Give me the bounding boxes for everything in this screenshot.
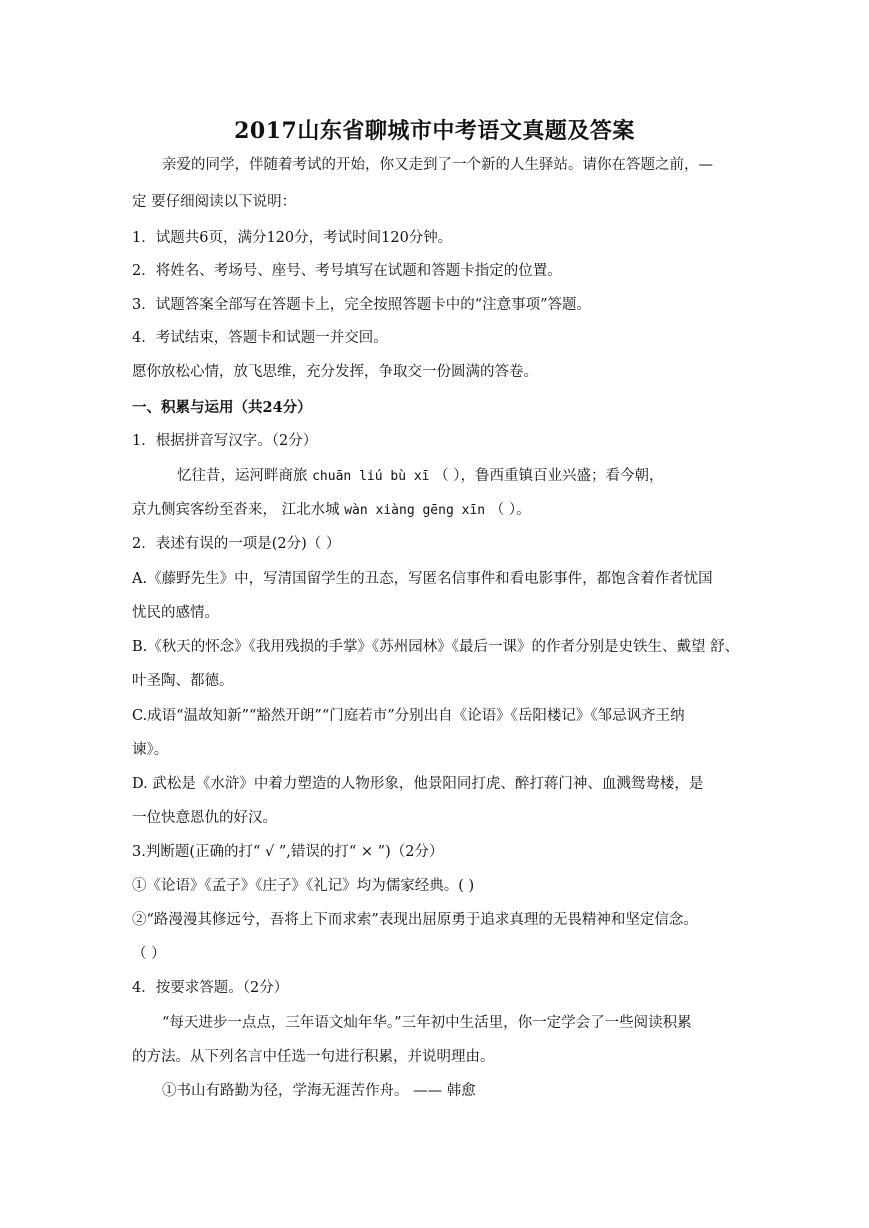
q2-option-b: B.《秋天的怀念》《我用残损的手掌》《苏州园林》《最后一课》的作者分别是史铁生、戴望 舒、 [132,639,740,655]
q2-option-c: C.成语“温故知新”“豁然开朗”“门庭若市”分别出自《论语》《岳阳楼记》《邹忌讽齐王纳 [132,708,685,724]
instruction-item: 4．考试结束，答题卡和试题一并交回。 [132,330,388,346]
intro-line-1: 亲爱的同学，伴随着考试的开始，你又走到了一个新的人生驿站。请你在答题之前，— [162,157,713,173]
q3-item-2-blank: （ ） [132,946,166,962]
q1-text-a: 忆往昔，运河畔商旅 [177,468,308,484]
q2-option-c-cont: 谏》。 [132,742,169,758]
q1-pinyin-1: chuān liú bù xī [312,469,430,484]
q2-option-a: A.《藤野先生》中，写清国留学生的丑态，写匿名信事件和看电影事件，都饱含着作者忧国 [132,571,713,587]
q2-option-d: D. 武松是《水浒》中着力塑造的人物形象，他景阳同打虎、醉打蒋门神、血溅鸳鸯楼，是 [132,776,704,792]
q1-text-d: （ ）。 [489,502,531,518]
q1-text-b: （ ），鲁西重镇百业兴盛；看今朝， [434,468,664,484]
q4-paragraph-2: 的方法。从下列名言中任选一句进行积累，并说明理由。 [132,1049,495,1065]
q1-text-c: 京九侧宾客纷至沓来， 江北水城 [132,502,340,518]
q2-option-a-cont: 忧民的感情。 [132,605,219,621]
instruction-item: 3．试题答案全部写在答题卡上，完全按照答题卡中的“注意事项”答题。 [132,297,592,313]
wish-line: 愿你放松心情，放飞思维，充分发挥，争取交一份圆满的答卷。 [132,364,538,380]
q3-item-1: ①《论语》《孟子》《庄子》《礼记》均为儒家经典。( ) [132,878,475,894]
q2-option-d-cont: 一位快意恩仇的好汉。 [132,810,277,826]
page-title: 2017山东省聊城市中考语文真题及答案 [234,118,635,144]
q3-stem: 3.判断题(正确的打“ √ ”,错误的打“ × ”)（2分） [132,844,444,860]
q4-stem: 4．按要求答题。（2分） [132,980,289,996]
q2-option-b-cont: 叶圣陶、都德。 [132,673,234,689]
q1-stem: 1．根据拼音写汉字。（2分） [132,433,318,449]
q1-pinyin-2: wàn xiàng gēng xīn [344,503,486,518]
q3-item-2: ②“路漫漫其修远兮，吾将上下而求索”表现出屈原勇于追求真理的无畏精神和坚定信念。 [132,912,698,928]
section-heading: 一、积累与运用（共24分） [132,399,312,416]
q4-quote-1: ①书山有路勤为径，学海无涯苦作舟。 —— 韩愈 [162,1083,476,1099]
q2-stem: 2．表述有误的一项是(2分)（ ） [132,536,341,552]
instruction-item: 1．试题共6页，满分120分，考试时间120分钟。 [132,230,453,246]
q4-paragraph-1: “每天进步一点点，三年语文灿年华。”三年初中生活里，你一定学会了一些阅读积累 [162,1015,692,1031]
intro-line-2: 定 要仔细阅读以下说明： [132,194,297,210]
instruction-item: 2．将姓名、考场号、座号、考号填写在试题和答题卡指定的位置。 [132,263,562,279]
q1-line-1 [177,466,663,487]
q1-line-2 [132,500,531,521]
